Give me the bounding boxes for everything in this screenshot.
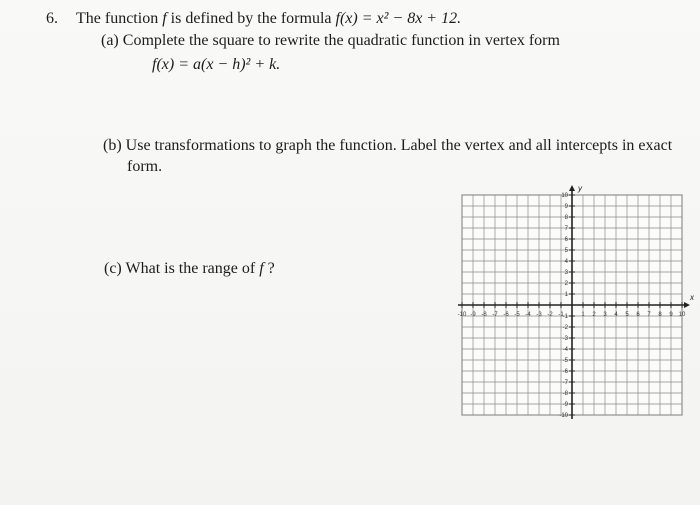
part-b: [103, 137, 672, 155]
y-tick-label: -6: [562, 369, 568, 375]
part-c-text: What is the range of: [125, 260, 260, 277]
x-tick-label: -3: [536, 312, 542, 318]
x-tick-label: 8: [658, 312, 662, 318]
x-tick-label: -2: [547, 312, 553, 318]
y-tick-label: 10: [561, 193, 568, 199]
x-tick-label: -5: [514, 312, 520, 318]
part-a-text: Complete the square to rewrite the quadratic function in vertex form: [122, 32, 560, 49]
y-tick-label: 2: [564, 281, 568, 287]
coordinate-grid: [450, 183, 700, 428]
y-tick-label: 9: [564, 204, 568, 210]
x-tick-label: -8: [481, 312, 487, 318]
y-tick-label: -7: [562, 380, 568, 386]
part-b-label: (b): [103, 137, 122, 154]
part-c-function-name: f: [259, 260, 264, 277]
problem-stem: [76, 10, 461, 28]
coordinate-grid-svg: [450, 183, 700, 428]
x-tick-label: 7: [647, 312, 651, 318]
x-tick-label: 4: [614, 312, 618, 318]
part-b-text-line1: Use transformations to graph the function. Label the vertex and all intercepts in exact: [125, 137, 673, 154]
y-tick-label: 6: [564, 237, 568, 243]
y-axis-arrow: [569, 185, 575, 191]
y-tick-label: -4: [562, 347, 568, 353]
y-tick-label: -1: [562, 314, 568, 320]
part-b-text-line2: form.: [127, 158, 163, 175]
x-tick-label: 5: [625, 312, 629, 318]
part-c: [104, 260, 275, 278]
x-tick-label: 2: [592, 312, 596, 318]
x-tick-label: -6: [503, 312, 509, 318]
y-tick-label: -10: [559, 413, 568, 419]
problem-number: 6.: [46, 10, 58, 27]
y-tick-label: -3: [562, 336, 568, 342]
x-tick-label: 9: [669, 312, 673, 318]
y-tick-label: -9: [562, 402, 568, 408]
part-c-label: (c): [104, 260, 122, 277]
y-tick-label: -8: [562, 391, 568, 397]
part-c-end: ?: [263, 260, 275, 277]
stem-function-name: f: [162, 10, 167, 27]
stem-formula: f(x) = x² − 8x + 12.: [335, 10, 462, 27]
y-tick-label: 4: [564, 259, 568, 265]
y-tick-label: 1: [564, 292, 568, 298]
x-tick-label: -7: [492, 312, 498, 318]
stem-prefix: The function: [76, 10, 163, 27]
x-tick-label: 3: [603, 312, 607, 318]
part-a-label: (a): [101, 32, 119, 49]
y-tick-label: 8: [564, 215, 568, 221]
part-a: [101, 32, 560, 50]
y-tick-label: 5: [564, 248, 568, 254]
y-tick-label: -2: [562, 325, 568, 331]
part-a-formula: f(x) = a(x − h)² + k.: [152, 56, 281, 73]
x-tick-label: -1: [558, 312, 564, 318]
y-tick-label: 7: [564, 226, 568, 232]
y-tick-label: 3: [564, 270, 568, 276]
x-tick-label: 1: [581, 312, 585, 318]
x-tick-label: -4: [525, 312, 531, 318]
x-tick-label: 10: [678, 312, 686, 318]
x-tick-label: -9: [470, 312, 476, 318]
y-axis-label: y: [578, 184, 582, 193]
x-tick-label: -10: [457, 312, 467, 318]
x-axis-label: x: [690, 293, 694, 302]
x-axis-arrow: [684, 302, 690, 308]
x-tick-label: 6: [636, 312, 640, 318]
stem-mid: is defined by the formula: [166, 10, 336, 27]
y-tick-label: -5: [562, 358, 568, 364]
